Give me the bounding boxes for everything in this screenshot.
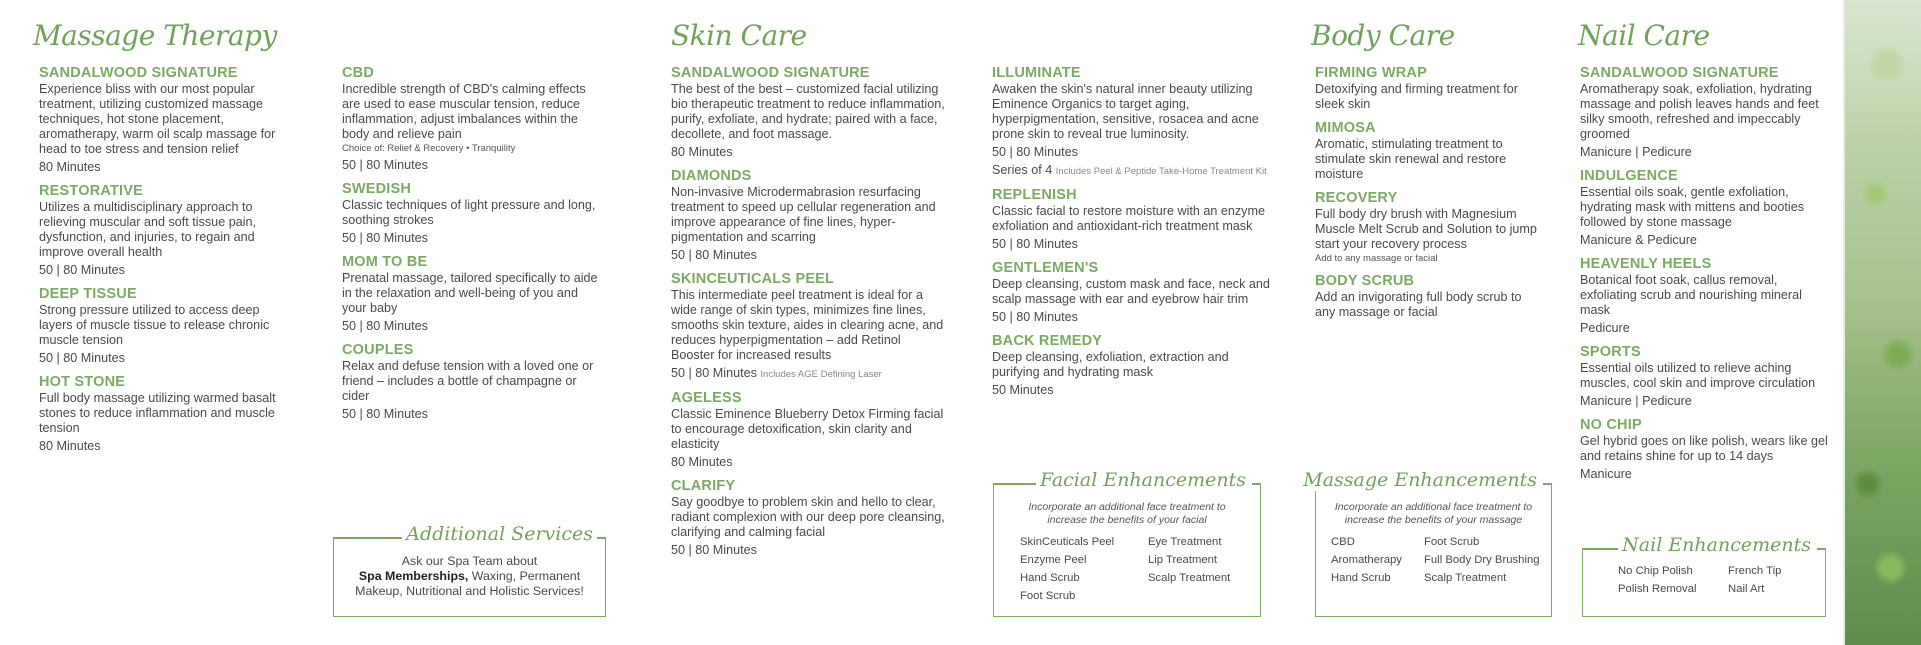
service-duration-line xyxy=(39,263,291,278)
service-description: Classic facial to restore moisture with an enzyme exfoliation and antioxidant-rich treatment mask xyxy=(992,204,1265,233)
service-duration-line xyxy=(671,248,947,263)
massage-enhancements-intro: Incorporate an additional face treatment to increase the benefits of your massage xyxy=(1334,501,1533,526)
service-duration-line xyxy=(1580,394,1828,409)
massage-enh-item: Full Body Dry Brushing xyxy=(1424,554,1540,566)
service-name: SANDALWOOD SIGNATURE xyxy=(39,65,238,81)
facial-enhancements-title: Facial Enhancements xyxy=(1036,469,1250,491)
service-item xyxy=(992,260,1270,325)
service-description: Deep cleansing, exfoliation, extraction and purifying and hydrating mask xyxy=(992,350,1229,379)
service-item xyxy=(992,333,1270,398)
service-description: Add an invigorating full body scrub to any massage or facial xyxy=(1315,290,1522,319)
service-item xyxy=(992,187,1270,252)
facial-enh-item: Enzyme Peel xyxy=(1020,554,1087,566)
massage-enh-item: CBD xyxy=(1331,536,1355,548)
service-duration-line xyxy=(1580,145,1828,160)
service-duration: Manicure | Pedicure xyxy=(1580,145,1692,159)
service-item xyxy=(39,286,291,366)
facial-enh-left xyxy=(1020,533,1148,605)
service-duration: 50 | 80 Minutes xyxy=(39,263,125,277)
service-description: Aromatic, stimulating treatment to stimulate skin renewal and restore moisture xyxy=(1315,137,1507,181)
nail-enhancements-title: Nail Enhancements xyxy=(1618,534,1815,556)
service-name: MOM TO BE xyxy=(342,254,428,270)
service-item xyxy=(1580,417,1828,482)
service-duration-line xyxy=(39,351,291,366)
service-duration-line xyxy=(992,145,1270,160)
service-name: HOT STONE xyxy=(39,374,126,390)
service-duration-line xyxy=(342,158,604,173)
service-name: DIAMONDS xyxy=(671,168,752,184)
facial-enh-right xyxy=(1148,533,1268,605)
nail-column xyxy=(1580,65,1828,490)
service-series: Series of 4 xyxy=(992,163,1053,177)
additional-services-box xyxy=(333,523,606,617)
service-description: The best of the best – customized facial utilizing bio therapeutic treatment to reduce inflammation, purify, exfoliate, and hydrate; paired with a face, decollete, and foot massage. xyxy=(671,82,945,141)
service-name: CBD xyxy=(342,65,375,81)
service-name: NO CHIP xyxy=(1580,417,1642,433)
additional-services-line1: Ask our Spa Team about xyxy=(401,554,538,568)
service-name: MIMOSA xyxy=(1315,120,1376,136)
service-item xyxy=(1315,120,1537,182)
service-description: Full body massage utilizing warmed basalt stones to reduce inflammation and muscle tension xyxy=(39,391,276,435)
service-duration-line xyxy=(1580,233,1828,248)
service-description: Say goodbye to problem skin and hello to clear, radiant complexion with our deep pore cleansing, clarifying and calming facial xyxy=(671,495,945,539)
service-duration-line xyxy=(1580,321,1828,336)
service-item xyxy=(671,65,947,160)
facial-enhancements-list xyxy=(994,527,1260,605)
nail-enh-right xyxy=(1728,562,1828,598)
skin-column-1 xyxy=(671,65,947,566)
service-duration: 50 | 80 Minutes xyxy=(992,145,1078,159)
service-description: Deep cleansing, custom mask and face, neck and scalp massage with ear and eyebrow hair trim xyxy=(992,277,1270,306)
service-duration: 50 | 80 Minutes xyxy=(992,310,1078,324)
massage-column-2 xyxy=(342,65,604,430)
facial-enh-item: Hand Scrub xyxy=(1020,572,1080,584)
skin-care-title: Skin Care xyxy=(671,19,807,52)
service-description: Relax and defuse tension with a loved one or friend – includes a bottle of champagne or cider xyxy=(342,359,594,403)
nail-care-title: Nail Care xyxy=(1578,19,1710,52)
service-duration: Manicure xyxy=(1580,467,1632,481)
massage-enh-item: Foot Scrub xyxy=(1424,536,1480,548)
service-description: Strong pressure utilized to access deep layers of muscle tissue to release chronic muscle tension xyxy=(39,303,270,347)
service-duration-line xyxy=(342,407,604,422)
service-duration-line xyxy=(671,366,947,382)
service-series-note: Includes Peel & Peptide Take-Home Treatment Kit xyxy=(1055,166,1267,177)
service-name: SKINCEUTICALS PEEL xyxy=(671,271,835,287)
service-name: SWEDISH xyxy=(342,181,412,197)
service-item xyxy=(671,271,947,382)
service-duration: 80 Minutes xyxy=(39,439,101,453)
service-duration-line xyxy=(671,145,947,160)
service-duration: 50 | 80 Minutes xyxy=(342,231,428,245)
service-duration-line xyxy=(992,237,1270,252)
massage-enh-item: Aromatherapy xyxy=(1331,554,1402,566)
service-item xyxy=(342,254,604,334)
service-description: Non-invasive Microdermabrasion resurfacing treatment to speed up cellular regeneration and improve appearance of fine lines, hyper-pigmentation and scarring xyxy=(671,185,936,244)
facial-enh-item: SkinCeuticals Peel xyxy=(1020,536,1115,548)
service-duration-line xyxy=(39,439,291,454)
nail-enh-left xyxy=(1618,562,1728,598)
massage-enh-item: Hand Scrub xyxy=(1331,572,1391,584)
massage-therapy-title: Massage Therapy xyxy=(33,19,277,52)
nail-enh-item: No Chip Polish xyxy=(1618,565,1693,577)
skin-column-2 xyxy=(992,65,1270,406)
body-column xyxy=(1315,65,1537,328)
service-duration: 50 | 80 Minutes xyxy=(671,543,757,557)
service-name: INDULGENCE xyxy=(1580,168,1678,184)
service-name: AGELESS xyxy=(671,390,742,406)
service-item xyxy=(671,168,947,263)
massage-column-1 xyxy=(39,65,291,462)
service-duration-line xyxy=(671,455,947,470)
service-item xyxy=(342,65,604,173)
additional-services-line2: Waxing, Permanent Makeup, Nutritional and Holistic Services! xyxy=(355,569,584,598)
facial-enh-item: Lip Treatment xyxy=(1148,554,1218,566)
service-item xyxy=(671,478,947,558)
service-duration: 50 | 80 Minutes xyxy=(342,407,428,421)
service-duration-line xyxy=(342,231,604,246)
service-item xyxy=(39,374,291,454)
service-name: CLARIFY xyxy=(671,478,736,494)
massage-enh-left xyxy=(1331,533,1424,587)
service-item xyxy=(992,65,1270,179)
service-item xyxy=(1580,65,1828,160)
facial-enh-item: Scalp Treatment xyxy=(1148,572,1231,584)
service-description: Essential oils utilized to relieve aching muscles, cool skin and improve circulation xyxy=(1580,361,1816,390)
service-description: Essential oils soak, gentle exfoliation, hydrating mask with mittens and booties followed by stone massage xyxy=(1580,185,1805,229)
service-duration: 80 Minutes xyxy=(671,455,733,469)
service-item xyxy=(1580,256,1828,336)
service-duration-line xyxy=(992,383,1270,398)
service-duration-line xyxy=(671,543,947,558)
body-care-title: Body Care xyxy=(1311,19,1455,52)
service-item xyxy=(39,183,291,278)
massage-enh-right xyxy=(1424,533,1554,587)
service-description: Awaken the skin's natural inner beauty utilizing Eminence Organics to target aging, hyperpigmentation, sensitive, rosacea and acne prone skin to reveal true luminosity. xyxy=(992,82,1259,141)
service-description: Botanical foot soak, callus removal, exfoliating scrub and nourishing mineral mask xyxy=(1580,273,1802,317)
additional-services-title: Additional Services xyxy=(402,523,597,545)
service-duration-line xyxy=(1580,467,1828,482)
service-name: BODY SCRUB xyxy=(1315,273,1415,289)
facial-enh-item: Eye Treatment xyxy=(1148,536,1222,548)
service-description: Prenatal massage, tailored specifically to aide in the relaxation and well-being of you and your baby xyxy=(342,271,598,315)
service-name: RECOVERY xyxy=(1315,190,1398,206)
service-duration-line xyxy=(342,319,604,334)
service-name: GENTLEMEN'S xyxy=(992,260,1099,276)
massage-enhancements-title: Massage Enhancements xyxy=(1299,469,1541,491)
service-name: BACK REMEDY xyxy=(992,333,1103,349)
facial-enhancements-intro: Incorporate an additional face treatment to increase the benefits of your facial xyxy=(1028,501,1226,526)
service-duration: 50 | 80 Minutes xyxy=(39,351,125,365)
service-item xyxy=(39,65,291,175)
service-note: Choice of: Relief & Recovery • Tranquility xyxy=(342,143,516,154)
service-description: Full body dry brush with Magnesium Muscle Melt Scrub and Solution to jump start your recovery process xyxy=(1315,207,1537,251)
service-name: COUPLES xyxy=(342,342,414,358)
service-series-line xyxy=(992,163,1270,179)
service-duration: Manicure & Pedicure xyxy=(1580,233,1697,247)
service-name: DEEP TISSUE xyxy=(39,286,137,302)
service-duration-line xyxy=(39,160,291,175)
additional-services-text xyxy=(334,537,605,599)
service-duration: Manicure | Pedicure xyxy=(1580,394,1692,408)
service-duration: 50 | 80 Minutes xyxy=(342,319,428,333)
service-name: SANDALWOOD SIGNATURE xyxy=(671,65,870,81)
service-description: Utilizes a multidisciplinary approach to relieving muscular and soft tissue pain, dysfunction, and injuries, to regain and improve overall health xyxy=(39,200,257,259)
nail-enh-item: French Tip xyxy=(1728,565,1782,577)
service-name: ILLUMINATE xyxy=(992,65,1081,81)
service-item xyxy=(342,342,604,422)
service-duration: 50 | 80 Minutes xyxy=(992,237,1078,251)
service-description: Classic techniques of light pressure and long, soothing strokes xyxy=(342,198,596,227)
service-item xyxy=(1580,344,1828,409)
service-description: Experience bliss with our most popular treatment, utilizing customized massage techniques, hot stone placement, aromatherapy, warm oil scalp massage for head to toe stress and tension relief xyxy=(39,82,276,156)
service-name: SPORTS xyxy=(1580,344,1641,360)
service-duration: 50 | 80 Minutes xyxy=(671,248,757,262)
service-duration: 50 | 80 Minutes xyxy=(342,158,428,172)
facial-enhancements-box xyxy=(993,469,1261,617)
service-item xyxy=(671,390,947,470)
service-item xyxy=(342,181,604,246)
service-description: Classic Eminence Blueberry Detox Firming facial to encourage detoxification, skin clarity and elasticity xyxy=(671,407,944,451)
service-item xyxy=(1315,273,1537,320)
service-duration: Pedicure xyxy=(1580,321,1630,335)
service-item xyxy=(1315,190,1537,265)
facial-enh-item: Foot Scrub xyxy=(1020,590,1076,602)
spa-memberships-text: Spa Memberships, xyxy=(358,569,469,583)
service-duration-line xyxy=(992,310,1270,325)
service-note: Add to any massage or facial xyxy=(1315,253,1438,264)
nail-enh-item: Polish Removal xyxy=(1618,583,1697,595)
nail-enh-item: Nail Art xyxy=(1728,583,1765,595)
service-description: Detoxifying and firming treatment for sleek skin xyxy=(1315,82,1518,111)
service-name: REPLENISH xyxy=(992,187,1077,203)
greenery-photo xyxy=(1845,0,1921,645)
service-duration: 80 Minutes xyxy=(39,160,101,174)
service-inline-note: Includes AGE Defining Laser xyxy=(760,369,882,380)
service-name: RESTORATIVE xyxy=(39,183,143,199)
service-description: This intermediate peel treatment is ideal for a wide range of skin types, minimizes fine lines, smooths skin texture, aides in clearing acne, and reduces hyperpigmentation – add Retinol Booster for increased results xyxy=(671,288,944,362)
service-duration: 50 | 80 Minutes xyxy=(671,366,757,380)
service-duration: 80 Minutes xyxy=(671,145,733,159)
service-name: SANDALWOOD SIGNATURE xyxy=(1580,65,1779,81)
service-item xyxy=(1580,168,1828,248)
service-description: Incredible strength of CBD's calming effects are used to ease muscular tension, reduce inflammation, adjust imbalances within the body and relieve pain xyxy=(342,82,586,141)
service-item xyxy=(1315,65,1537,112)
massage-enhancements-list xyxy=(1316,527,1551,587)
service-name: FIRMING WRAP xyxy=(1315,65,1427,81)
nail-enhancements-box xyxy=(1582,534,1826,617)
service-name: HEAVENLY HEELS xyxy=(1580,256,1712,272)
service-description: Aromatherapy soak, exfoliation, hydrating massage and polish leaves hands and feet silky smooth, refreshed and impeccably groomed xyxy=(1580,82,1819,141)
massage-enh-item: Scalp Treatment xyxy=(1424,572,1507,584)
massage-enhancements-box xyxy=(1303,469,1552,617)
service-duration: 50 Minutes xyxy=(992,383,1054,397)
service-description: Gel hybrid goes on like polish, wears like gel and retains shine for up to 14 days xyxy=(1580,434,1828,463)
